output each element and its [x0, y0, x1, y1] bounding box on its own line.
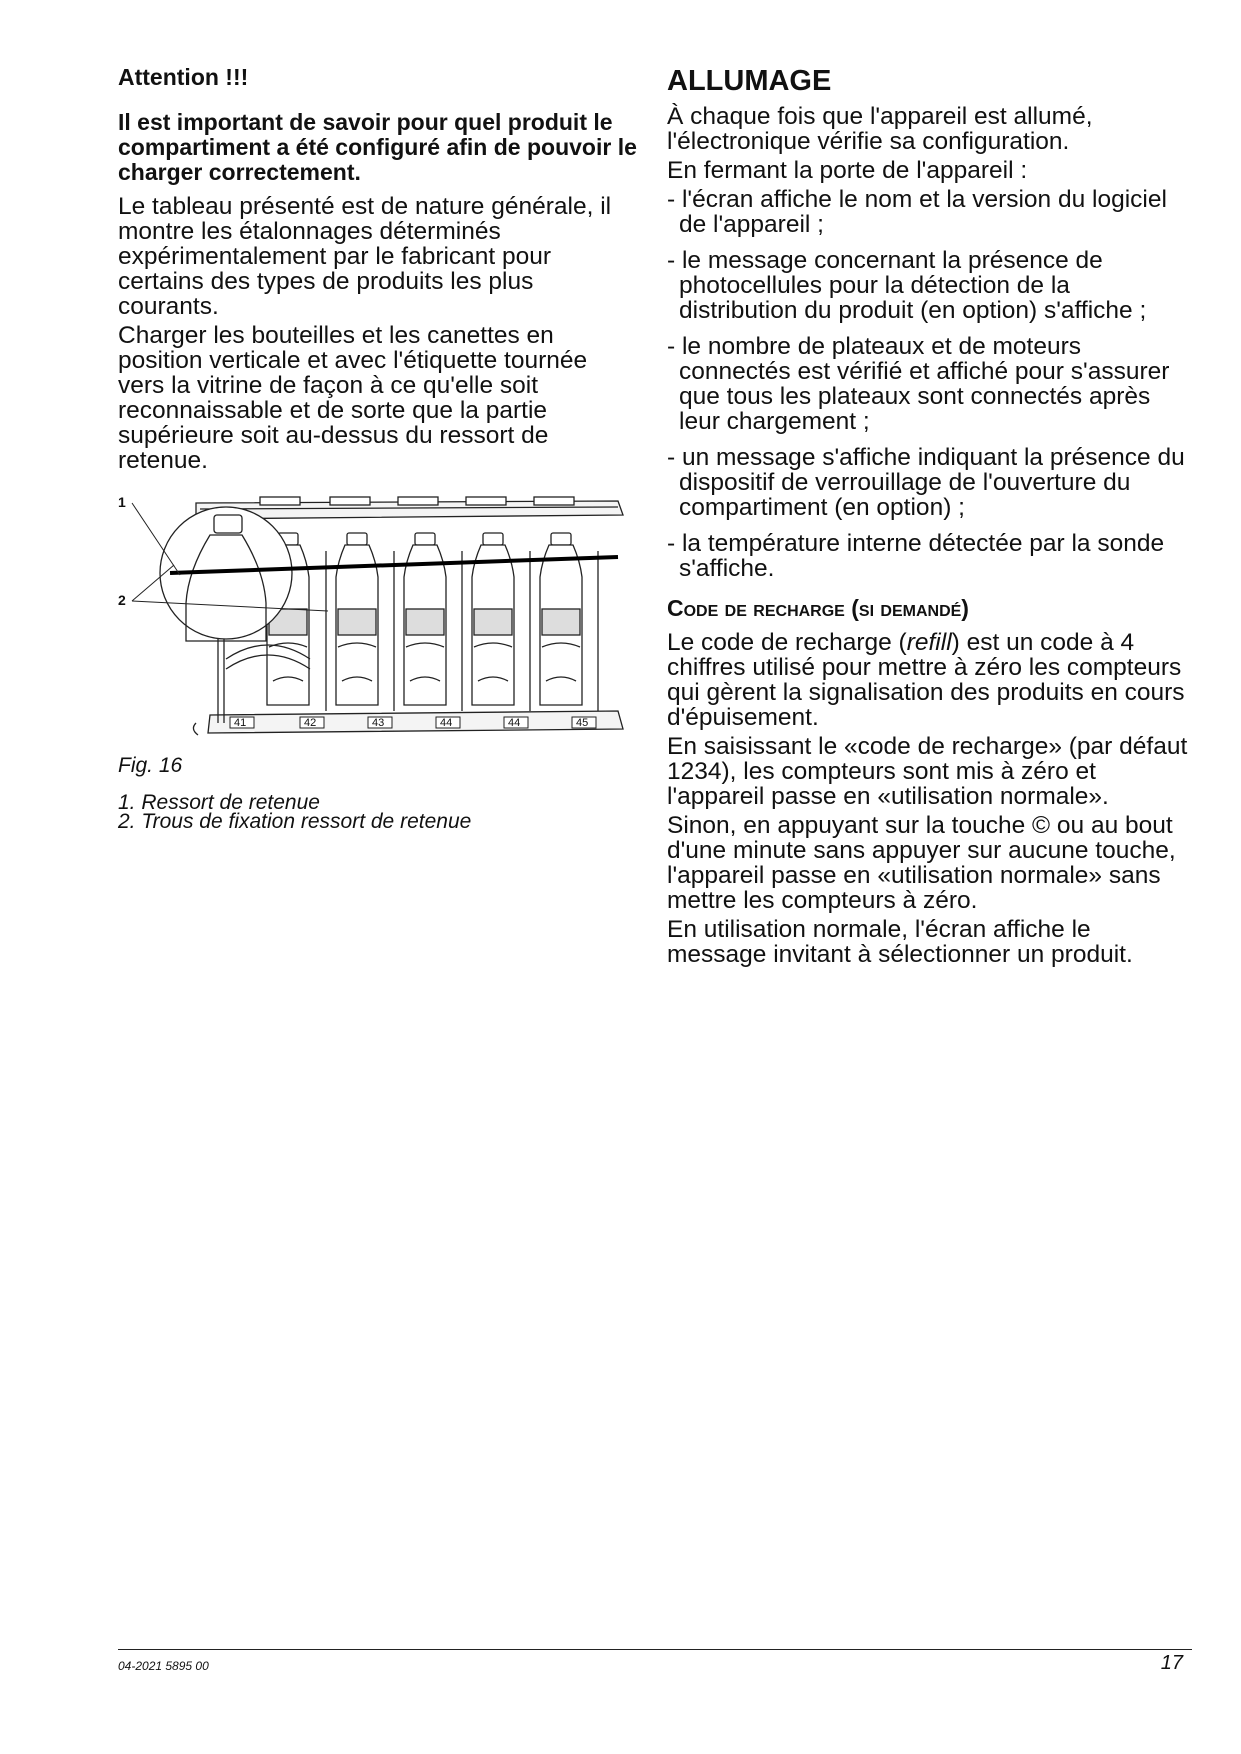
emphasis-refill: refill [906, 629, 952, 656]
left-column [118, 64, 638, 831]
list-item: - le nombre de plateaux et de moteurs connectés est vérifié et affiché pour s'assurer que tous les plateaux sont connectés après leur chargement ; [667, 334, 1192, 434]
document-code: 04-2021 5895 00 [118, 1659, 209, 1673]
slot-number: 41 [234, 717, 247, 729]
text-run: ) est un code à 4 chiffres utilisé pour mettre à zéro les compteurs qui gèrent la signalisation des produits en cours d'épuisement. [667, 629, 1185, 731]
callout-2: 2 [118, 592, 126, 608]
subsection-title: Code de recharge (si demandé) [667, 595, 969, 621]
footer-divider [118, 1649, 1192, 1650]
paragraph: À chaque fois que l'appareil est allumé, l'électronique vérifie sa configuration. [667, 103, 1093, 155]
paragraph: En fermant la porte de l'appareil : [667, 157, 1028, 184]
list-item: - le message concernant la présence de photocellules pour la détection de la distribution du produit (en option) s'affiche ; [667, 248, 1192, 323]
paragraph: Charger les bouteilles et les canettes en position verticale et avec l'étiquette tournée vers la vitrine de façon à ce qu'elle soit reconnaissable et de sorte que la partie supérieure soit au-dessus du ressort de retenue. [118, 322, 588, 474]
slot-number: 44 [440, 717, 453, 729]
bottle-tray-illustration [118, 491, 638, 747]
legend-item: 1. Ressort de retenue [118, 791, 320, 814]
slot-number: 44 [508, 717, 521, 729]
right-column [667, 64, 1192, 971]
list-item: - la température interne détectée par la sonde s'affiche. [667, 531, 1192, 581]
slot-number: 45 [576, 717, 589, 729]
paragraph: Sinon, en appuyant sur la touche © ou au bout d'une minute sans appuyer sur aucune touche, l'appareil passe en «utilisation normale» sans mettre les compteurs à zéro. [667, 812, 1176, 914]
text-run: Le code de recharge ( [667, 629, 907, 656]
bottle-tray-figure [118, 491, 638, 747]
callout-1: 1 [118, 494, 126, 510]
slot-number: 42 [304, 717, 317, 729]
section-title: ALLUMAGE [667, 65, 832, 97]
paragraph: Le tableau présenté est de nature générale, il montre les étalonnages déterminés expérimentalement par le fabricant pour certains des types de produits les plus courants. [118, 193, 612, 320]
warning-title: Attention !!! [118, 64, 249, 90]
paragraph [667, 630, 1192, 730]
legend-item: 2. Trous de fixation ressort de retenue [118, 810, 472, 833]
page-number: 17 [1160, 1652, 1183, 1674]
startup-checks-list [667, 187, 1192, 581]
figure-legend [118, 793, 638, 831]
list-item: - l'écran affiche le nom et la version du logiciel de l'appareil ; [667, 187, 1192, 237]
paragraph: En saisissant le «code de recharge» (par défaut 1234), les compteurs sont mis à zéro et l'appareil passe en «utilisation normale». [667, 733, 1188, 810]
list-item: - un message s'affiche indiquant la présence du dispositif de verrouillage de l'ouverture du compartiment (en option) ; [667, 445, 1192, 520]
figure-caption: Fig. 16 [118, 754, 183, 777]
slot-number: 43 [372, 717, 385, 729]
warning-body: Il est important de savoir pour quel produit le compartiment a été configuré afin de pouvoir le charger correctement. [118, 109, 637, 185]
paragraph: En utilisation normale, l'écran affiche le message invitant à sélectionner un produit. [667, 916, 1133, 968]
